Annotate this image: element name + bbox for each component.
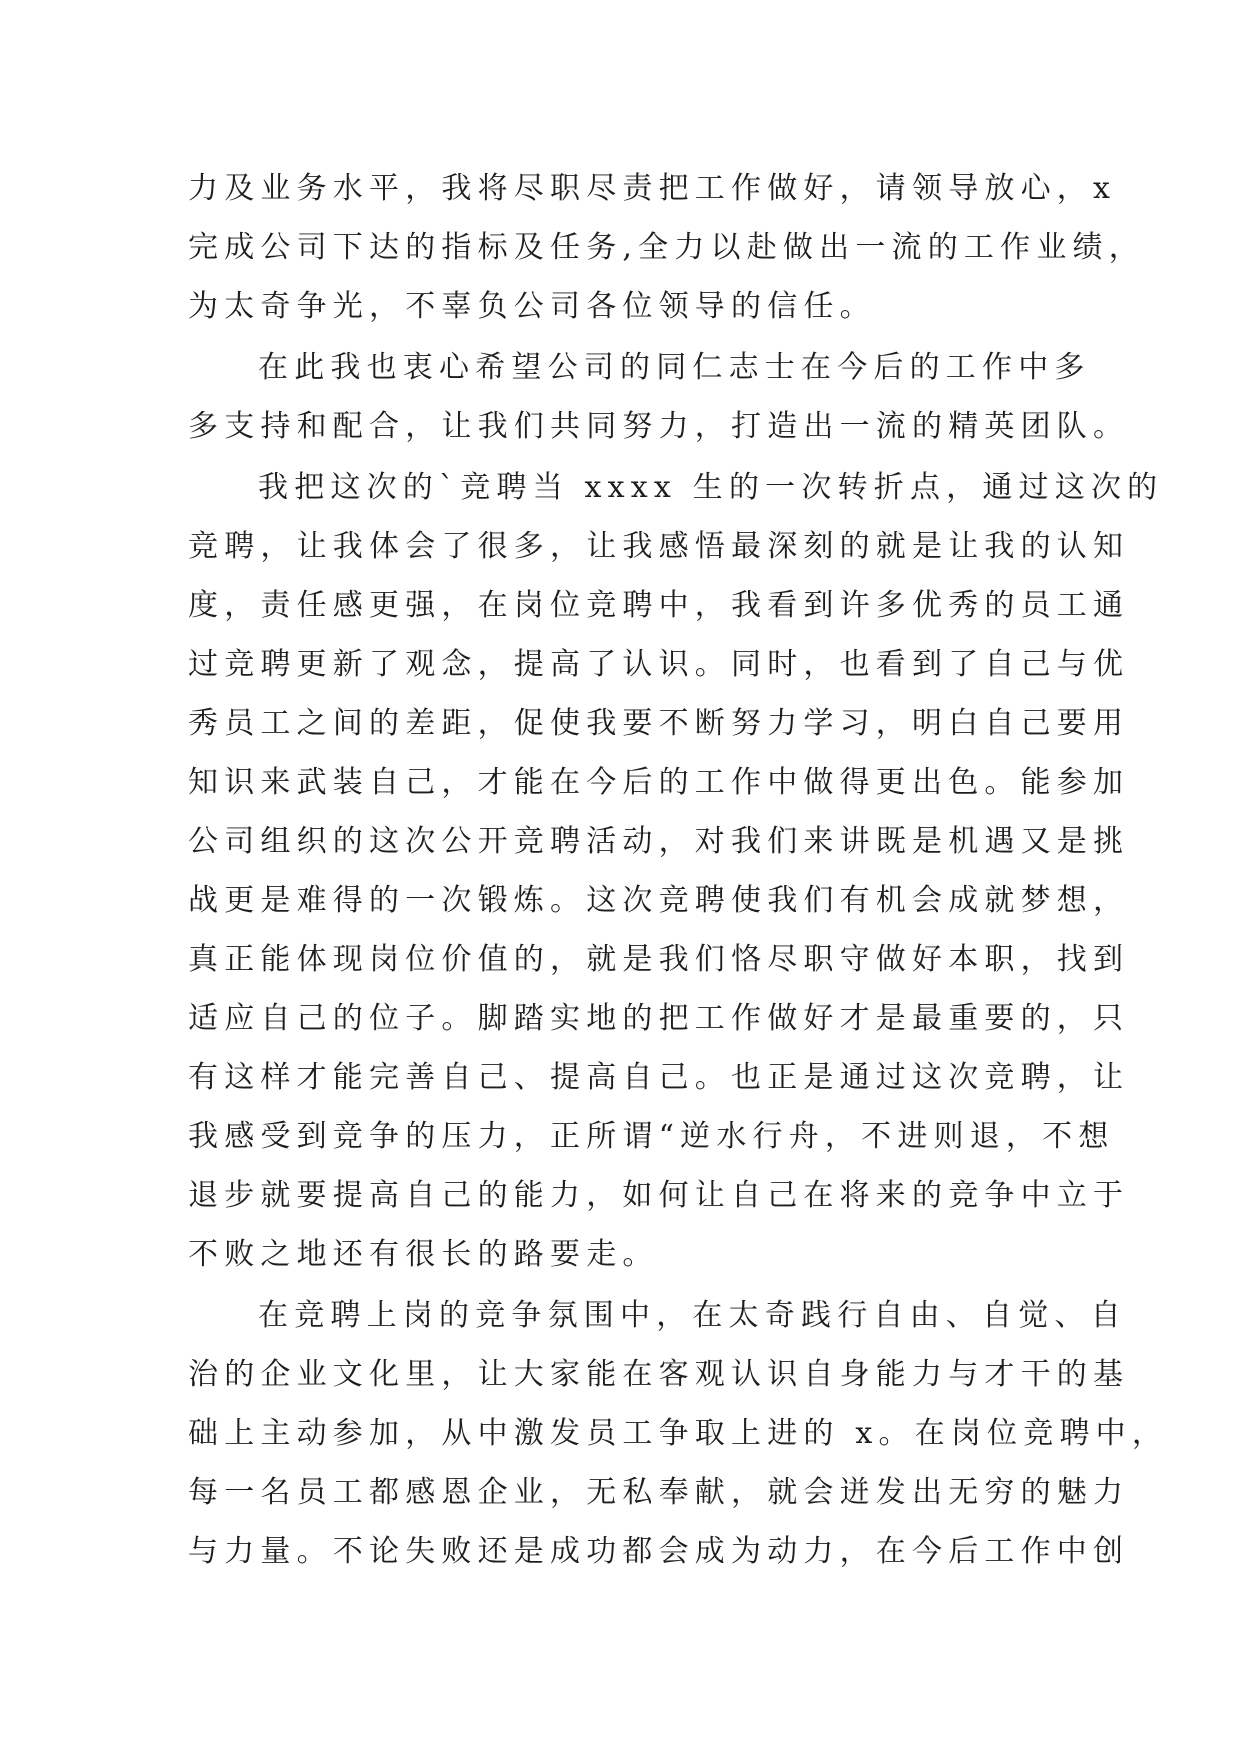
text-line: 战更是难得的一次锻炼。这次竞聘使我们有机会成就梦想， bbox=[188, 883, 1130, 918]
text-line: 完成公司下达的指标及任务,全力以赴做出一流的工作业绩， bbox=[188, 230, 1145, 265]
text-line: 力及业务水平，我将尽职尽责把工作做好，请领导放心，x bbox=[188, 171, 1117, 206]
text-line: 适应自己的位子。脚踏实地的把工作做好才是最重要的，只 bbox=[188, 1001, 1130, 1036]
text-line: 础上主动参加，从中激发员工争取上进的 x。在岗位竞聘中， bbox=[188, 1416, 1169, 1451]
text-line: 竞聘，让我体会了很多，让我感悟最深刻的就是让我的认知 bbox=[188, 529, 1130, 564]
paragraph-first-line: 我把这次的`竞聘当 xxxx 生的一次转折点，通过这次的 bbox=[258, 470, 1164, 505]
text-line: 公司组织的这次公开竞聘活动，对我们来讲既是机遇又是挑 bbox=[188, 824, 1130, 859]
text-line: 我感受到竞争的压力，正所谓“逆水行舟，不进则退，不想 bbox=[188, 1119, 1115, 1154]
text-line: 知识来武装自己，才能在今后的工作中做得更出色。能参加 bbox=[188, 765, 1130, 800]
paragraph-first-line: 在竞聘上岗的竞争氛围中，在太奇践行自由、自觉、自 bbox=[258, 1298, 1127, 1333]
text-line: 秀员工之间的差距，促使我要不断努力学习，明白自己要用 bbox=[188, 706, 1130, 741]
text-line: 真正能体现岗位价值的，就是我们恪尽职守做好本职，找到 bbox=[188, 942, 1130, 977]
document-body bbox=[188, 159, 1169, 1581]
text-line: 每一名员工都感恩企业，无私奉献，就会迸发出无穷的魅力 bbox=[188, 1475, 1130, 1510]
text-line: 退步就要提高自己的能力，如何让自己在将来的竞争中立于 bbox=[188, 1178, 1130, 1213]
paragraph-first-line: 在此我也衷心希望公司的同仁志士在今后的工作中多 bbox=[258, 350, 1091, 385]
text-line: 不败之地还有很长的路要走。 bbox=[188, 1237, 659, 1272]
text-line: 治的企业文化里，让大家能在客观认识自身能力与才干的基 bbox=[188, 1357, 1130, 1392]
text-line: 多支持和配合，让我们共同努力，打造出一流的精英团队。 bbox=[188, 409, 1130, 444]
text-line: 与力量。不论失败还是成功都会成为动力，在今后工作中创 bbox=[188, 1534, 1130, 1569]
text-line: 度，责任感更强，在岗位竞聘中，我看到许多优秀的员工通 bbox=[188, 588, 1130, 623]
text-line: 过竞聘更新了观念，提高了认识。同时，也看到了自己与优 bbox=[188, 647, 1130, 682]
text-line: 为太奇争光，不辜负公司各位领导的信任。 bbox=[188, 289, 876, 324]
text-line: 有这样才能完善自己、提高自己。也正是通过这次竞聘，让 bbox=[188, 1060, 1130, 1095]
